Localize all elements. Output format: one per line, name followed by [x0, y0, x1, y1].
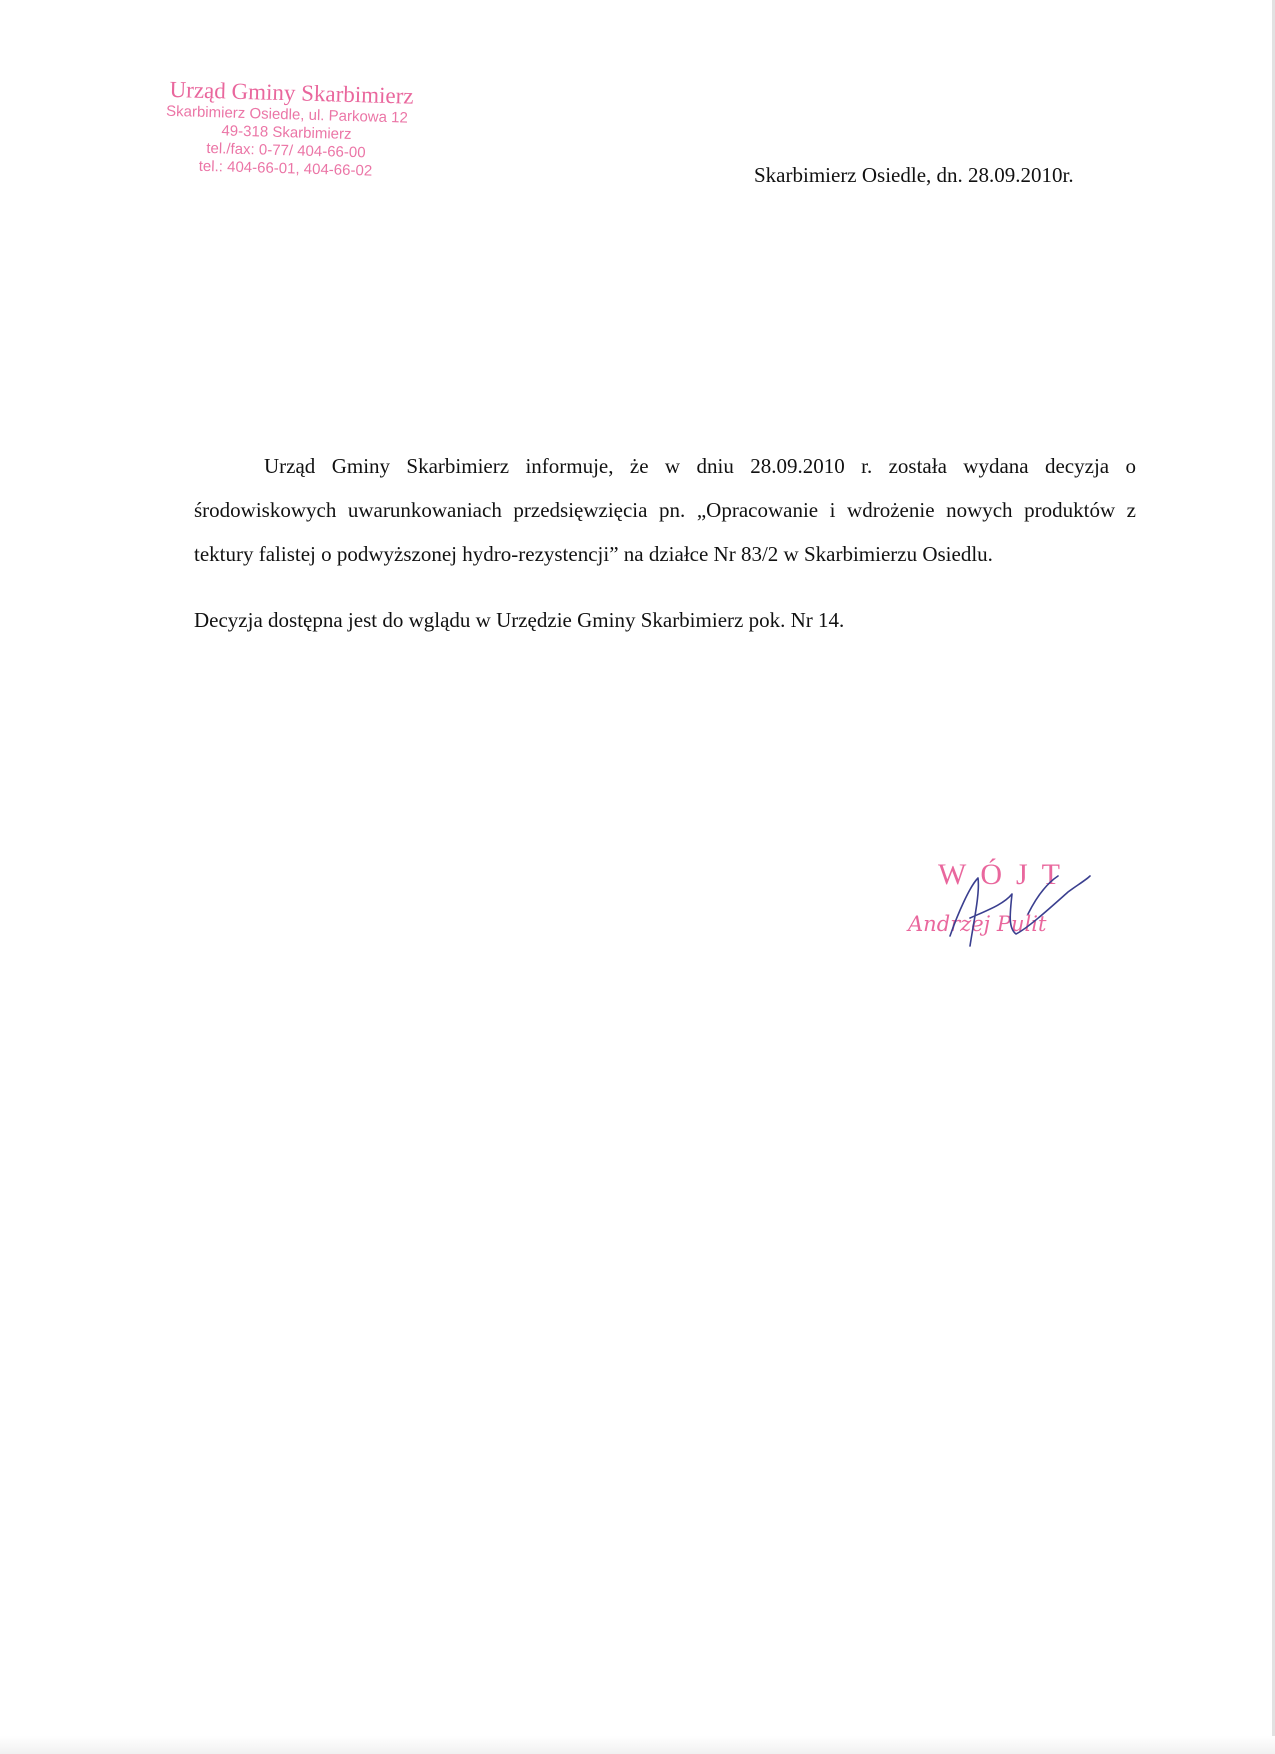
scan-shadow	[0, 1736, 1275, 1754]
paragraph-decision-notice: Urząd Gminy Skarbimierz informuje, że w dniu 28.09.2010 r. została wydana decyzja o środowiskowych uwarunkowaniach przedsięwzięcia pn. „Opracowanie i wdrożenie nowych produktów z tektury falistej o podwyższonej hydro-rezystencji” na działce Nr 83/2 w Skarbimierzu Osiedlu.	[194, 454, 1136, 566]
place-and-date: Skarbimierz Osiedle, dn. 28.09.2010r.	[754, 163, 1074, 187]
letter-body	[194, 444, 1136, 642]
handwritten-signature	[900, 858, 1110, 968]
stamp-phone: tel.: 404-66-01, 404-66-02	[198, 157, 373, 180]
stamp-postal-code: 49-318 Skarbimierz	[221, 122, 352, 143]
signature-title: WÓJT	[938, 858, 1074, 891]
stamp-telfax: tel./fax: 0-77/ 404-66-00	[206, 139, 366, 162]
office-stamp	[135, 76, 438, 182]
signature-name: Andrzej Pulit	[908, 912, 1047, 936]
stamp-address: Skarbimierz Osiedle, ul. Parkowa 12	[165, 102, 409, 127]
paragraph-availability: Decyzja dostępna jest do wglądu w Urzędzie Gminy Skarbimierz pok. Nr 14.	[194, 608, 845, 632]
stamp-office-name: Urząd Gminy Skarbimierz	[169, 76, 414, 109]
signature-stamp	[900, 858, 1110, 968]
